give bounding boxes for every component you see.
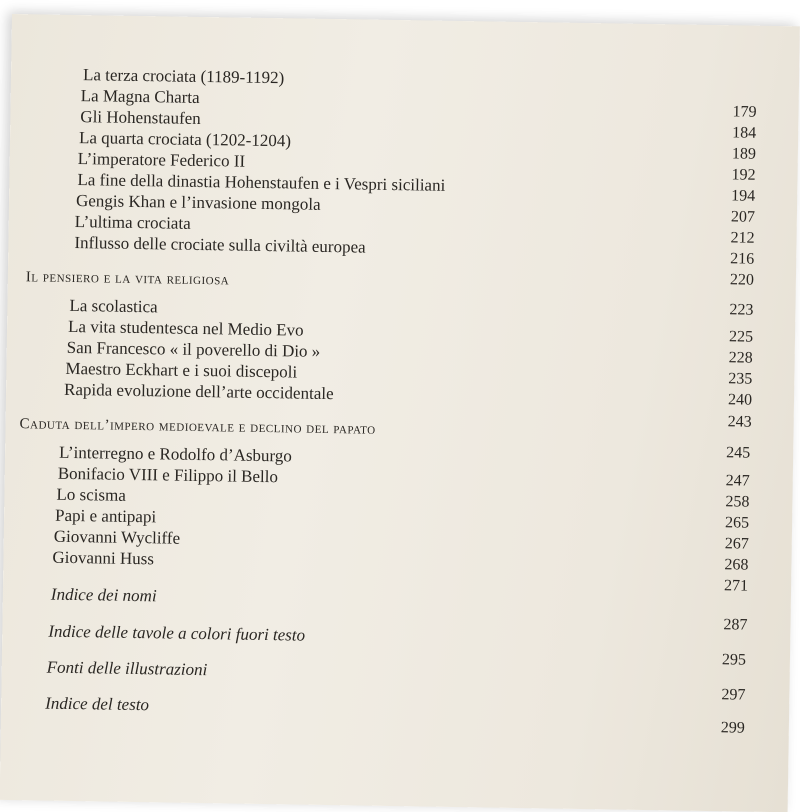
toc-entry: Gengis Khan e l’invasione mongola	[75, 191, 321, 214]
toc-entry: L’imperatore Federico II	[77, 149, 246, 171]
toc-entry: La scolastica	[69, 295, 158, 317]
page-number: 268	[724, 556, 749, 574]
page-number: 295	[721, 651, 747, 669]
toc-entry: Indice del testo	[45, 693, 150, 715]
toc-entry: La quarta crociata (1202-1204)	[78, 128, 292, 151]
page-number: 258	[725, 493, 750, 511]
page-number: 245	[726, 444, 751, 462]
toc-entry: Indice delle tavole a colori fuori testo	[48, 621, 306, 645]
page-number: 207	[730, 208, 756, 226]
toc-entry: La vita studentesca nel Medio Evo	[67, 316, 304, 340]
toc-entry: Bonifacio VIII e Filippo il Bello	[57, 463, 279, 487]
book-page	[0, 14, 800, 812]
page-number: 235	[728, 370, 753, 388]
toc-entry: L’interregno e Rodolfo d’Asburgo	[58, 442, 293, 466]
toc-entry: San Francesco « il poverello di Dio »	[66, 337, 321, 361]
toc-entry: Giovanni Huss	[52, 547, 155, 569]
toc-entry: La Magna Charta	[80, 86, 200, 107]
page-number: 189	[731, 145, 757, 163]
page-number: 216	[730, 250, 755, 268]
page-number: 223	[729, 301, 754, 319]
toc-entry: Papi e antipapi	[54, 505, 157, 527]
page-number: 228	[728, 349, 753, 367]
page-number: 184	[732, 124, 757, 142]
page-number: 212	[730, 229, 755, 247]
toc-entry: Fonti delle illustrazioni	[46, 657, 208, 680]
toc-entry: Influsso delle crociate sulla civiltà europea	[74, 233, 366, 257]
page-number: 247	[725, 472, 750, 490]
toc-entry: Rapida evoluzione dell’arte occidentale	[63, 379, 334, 404]
toc-entry: La fine della dinastia Hohenstaufen e i Vespri siciliani	[77, 170, 446, 195]
page-number: 225	[728, 328, 754, 346]
toc-entry: La terza crociata (1189-1192)	[82, 65, 285, 88]
page-number: 240	[727, 391, 753, 409]
page-number: 297	[721, 686, 746, 704]
page-number: 271	[723, 577, 749, 595]
section-heading: Il pensiero e la vita religiosa	[25, 269, 230, 289]
toc-entry: Giovanni Wycliffe	[53, 526, 181, 548]
page-number: 265	[724, 514, 750, 532]
page-number: 287	[723, 616, 748, 634]
section-heading: Caduta dell’impero medioevale e declino del papato	[19, 416, 376, 438]
toc-entry: L’ultima crociata	[74, 212, 191, 233]
page-number: 299	[720, 719, 746, 737]
page-number: 243	[727, 413, 752, 431]
page-number: 194	[731, 187, 756, 205]
page-number: 220	[729, 271, 755, 289]
toc-entry: Indice dei nomi	[50, 584, 157, 606]
page-number: 179	[732, 103, 757, 121]
toc-entry: Maestro Eckhart e i suoi discepoli	[65, 358, 298, 382]
page-number: 192	[731, 166, 756, 184]
toc-entry: Lo scisma	[56, 484, 127, 505]
page-number: 267	[724, 535, 749, 553]
toc-entry: Gli Hohenstaufen	[80, 107, 201, 128]
